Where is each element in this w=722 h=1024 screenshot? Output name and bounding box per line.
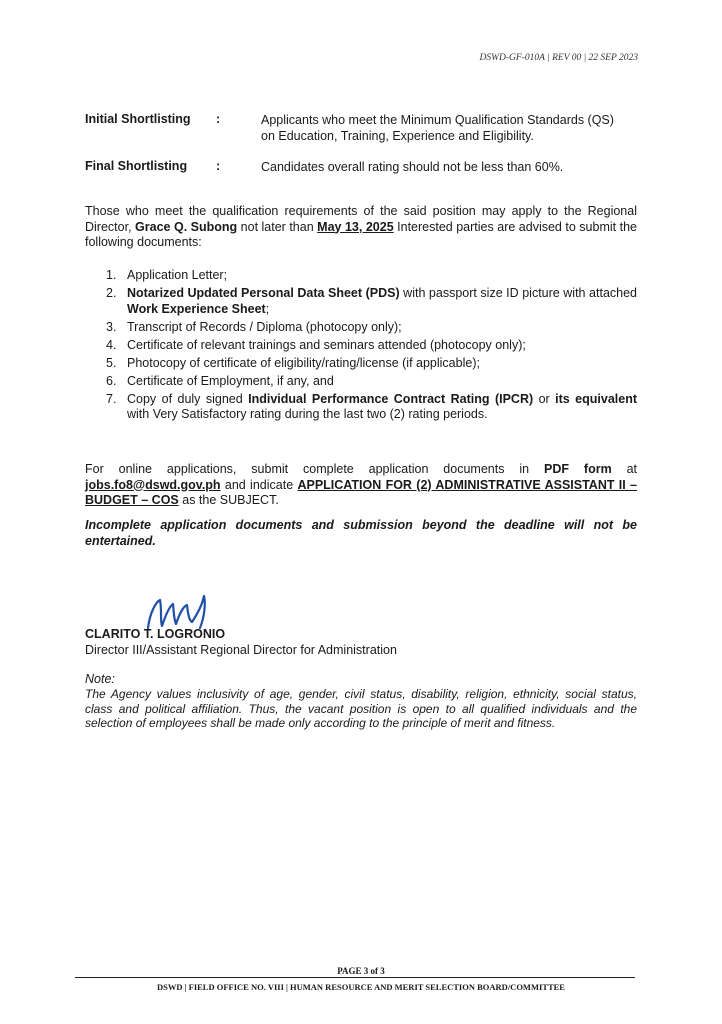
online-application-paragraph: For online applications, submit complete application documents in PDF form at jobs.fo8@dswd.gov.ph and indicate APPLICATION FOR (2) ADMINISTRATIVE ASSISTANT II – BUDGET – COS as the SUBJECT. (85, 462, 638, 507)
signatory-title: Director III/Assistant Regional Director for Administration (85, 643, 397, 657)
deadline-date: May 13, 2025 (317, 219, 394, 234)
final-shortlisting-label: Final Shortlisting (85, 159, 188, 173)
page-number: PAGE 3 of 3 (337, 966, 385, 976)
director-name: Grace Q. Subong (135, 219, 238, 234)
list-item: 2. Notarized Updated Personal Data Sheet (PDS) with passport size ID picture with attached Work Experience Sheet; (106, 286, 638, 316)
pdf-format: PDF form (544, 462, 612, 476)
intro-paragraph: Those who meet the qualification requirements of the said position may apply to the Regional Director, Grace Q. Subong not later than May 13, 2025 Interested parties are advised to submit the following documents: (85, 204, 637, 249)
colon: : (216, 159, 221, 173)
requirements-list (85, 268, 637, 425)
initial-shortlisting-text: Applicants who meet the Minimum Qualification Standards (QS) on Education, Training, Experience and Eligibility. (261, 113, 614, 143)
footer-office: DSWD | FIELD OFFICE NO. VIII | HUMAN RESOURCE AND MERIT SELECTION BOARD/COMMITTEE (157, 982, 565, 992)
list-item: 3. Transcript of Records / Diploma (photocopy only); (106, 319, 402, 334)
email-subject: APPLICATION FOR (2) ADMINISTRATIVE ASSISTANT II – BUDGET – COS (85, 477, 638, 507)
signatory-name: CLARITO T. LOGRONIO (85, 627, 226, 641)
document-code: DSWD-GF-010A | REV 00 | 22 SEP 2023 (479, 53, 638, 63)
list-item: 4. Certificate of relevant trainings and seminars attended (photocopy only); (106, 337, 526, 352)
list-item: 1. Application Letter; (106, 268, 228, 282)
note-heading: Note: (85, 672, 115, 686)
list-item: 7. Copy of duly signed Individual Performance Contract Rating (IPCR) or its equivalent with Very Satisfactory rating during the last two (2) rating periods. (106, 391, 637, 421)
email-link[interactable]: jobs.fo8@dswd.gov.ph (85, 477, 221, 492)
final-shortlisting-text: Candidates overall rating should not be less than 60%. (261, 160, 564, 174)
list-item: 6. Certificate of Employment, if any, and (106, 373, 334, 388)
initial-shortlisting-label: Initial Shortlisting (85, 112, 191, 126)
colon: : (216, 112, 221, 126)
note-body: The Agency values inclusivity of age, gender, civil status, disability, religion, ethnicity, social status, class and political affiliation. Thus, the vacant position is open to all qualified individuals and the selection of employees shall be made only according to the principle of merit and fitness. (85, 687, 637, 730)
deadline-warning: Incomplete application documents and submission beyond the deadline will not be entertained. (85, 518, 637, 548)
list-item: 5. Photocopy of certificate of eligibility/rating/license (if applicable); (106, 355, 480, 370)
footer-divider (75, 977, 635, 978)
